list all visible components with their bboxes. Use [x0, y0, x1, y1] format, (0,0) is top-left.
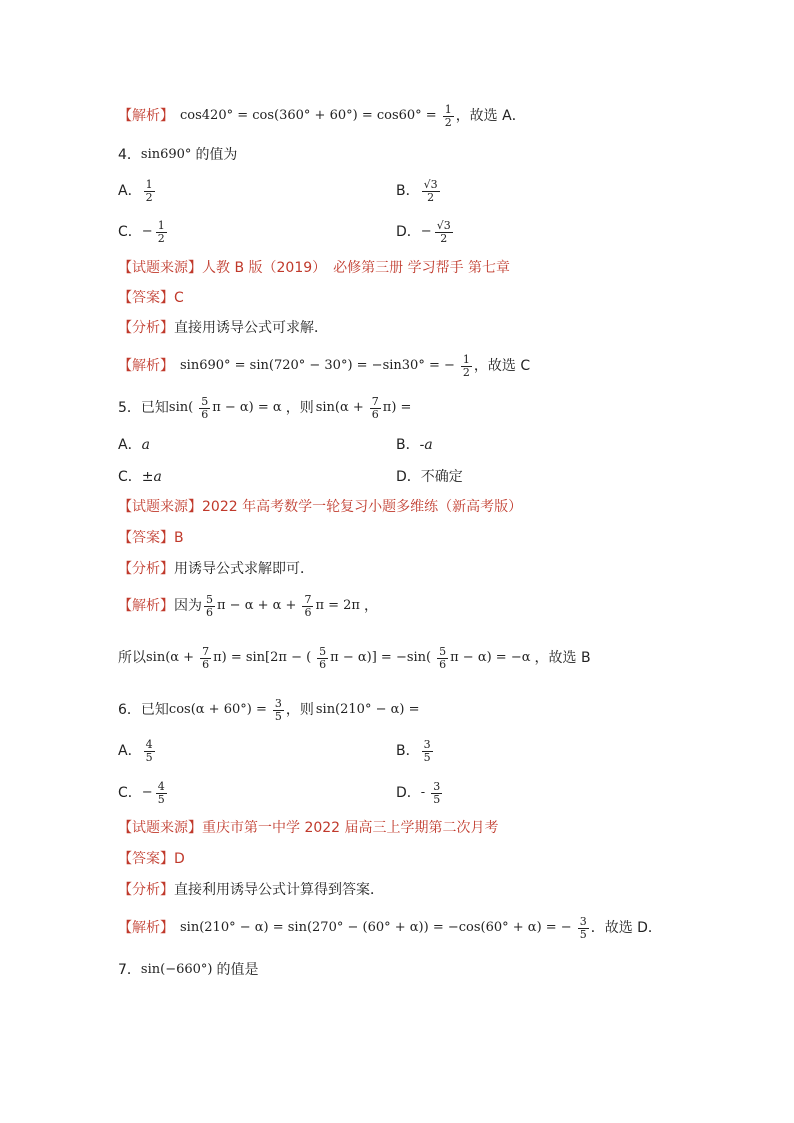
- q5-line2-math-d: π − α) = −α: [450, 650, 531, 665]
- option-fraction: [156, 781, 167, 806]
- q5-option-b: [396, 435, 433, 455]
- option-sign: -: [420, 785, 426, 800]
- q6-stem-math-b: sin(210° − α) =: [315, 702, 420, 717]
- fraction-numerator: 1: [444, 102, 452, 116]
- q5-stem-fraction-1: [199, 396, 210, 421]
- fraction-numerator: 1: [157, 218, 165, 232]
- q6-stem-mid: ，则: [285, 702, 314, 718]
- source-label: 【试题来源】: [118, 260, 202, 276]
- q5-line2-math-c: π − α)] = −sin(: [330, 650, 432, 665]
- option-label: A．: [118, 743, 142, 759]
- q5-analysis: [118, 559, 314, 579]
- fraction-denominator: 5: [274, 709, 282, 723]
- option-sign: −: [141, 224, 153, 239]
- q4-option-b: [396, 177, 442, 204]
- fraction-numerator: 5: [201, 394, 209, 408]
- fraction-denominator: 5: [579, 927, 587, 941]
- fraction-denominator: 2: [444, 115, 452, 129]
- analysis-label: 【分析】: [118, 320, 174, 336]
- option-fraction: [156, 220, 167, 245]
- fraction-numerator: 3: [579, 914, 587, 928]
- option-value: ±a: [141, 469, 162, 485]
- q5-stem-fraction-2: [370, 396, 381, 421]
- fraction-numerator: √3: [436, 218, 451, 232]
- q6-analysis: [118, 880, 384, 900]
- q7-stem-text: 的值是: [216, 962, 259, 978]
- fraction-denominator: 2: [462, 365, 470, 379]
- fraction-denominator: 5: [423, 750, 431, 764]
- q4-source: [118, 258, 510, 278]
- q4-answer: [118, 288, 184, 308]
- q6-source-text: 重庆市第一中学 2022 届高三上学期第二次月考: [202, 820, 499, 836]
- option-label: B．: [396, 183, 420, 199]
- q5-line2-fraction-2: [317, 646, 328, 671]
- q5-number: 5．: [118, 400, 141, 416]
- q4-option-d: [396, 218, 455, 245]
- fraction-denominator: 5: [157, 792, 165, 806]
- option-label: C．: [118, 785, 142, 801]
- q5-jiexi-fraction-2: [302, 594, 313, 619]
- q4-stem-math: sin690°: [140, 147, 192, 162]
- q5-stem-math-c: sin(α +: [315, 400, 364, 415]
- fraction-numerator: 3: [274, 696, 282, 710]
- fraction-numerator: 1: [462, 352, 470, 366]
- jiexi-label: 【解析】: [118, 108, 174, 124]
- q4-source-text: 人教 B 版（2019） 必修第三册 学习帮手 第七章: [202, 260, 511, 276]
- q4-stem: [118, 145, 237, 165]
- fraction-denominator: 6: [439, 657, 447, 671]
- fraction-denominator: 6: [206, 605, 213, 619]
- option-sign: −: [420, 224, 432, 239]
- fraction-numerator: 5: [319, 644, 327, 658]
- q5-jiexi-line: [118, 592, 378, 619]
- fraction-denominator: 6: [202, 657, 210, 671]
- fraction-denominator: 6: [319, 657, 327, 671]
- q6-answer: [118, 849, 185, 869]
- option-label: B．: [396, 743, 420, 759]
- option-label: A．: [118, 183, 142, 199]
- fraction-numerator: 7: [304, 592, 312, 606]
- option-value: -a: [419, 437, 433, 453]
- option-fraction: [422, 739, 433, 764]
- q5-stem-math-a: sin(: [168, 400, 194, 415]
- q3-jiexi-tail: ，故选 A．: [455, 108, 526, 124]
- fraction-denominator: 6: [304, 605, 312, 619]
- option-sign: −: [141, 785, 153, 800]
- q6-jiexi-line: [118, 914, 662, 941]
- q6-answer-value: D: [174, 851, 185, 867]
- option-fraction: [144, 739, 155, 764]
- fraction-numerator: 5: [206, 592, 213, 606]
- jiexi-label: 【解析】: [118, 920, 174, 936]
- fraction-denominator: 2: [427, 190, 435, 204]
- source-label: 【试题来源】: [118, 499, 202, 515]
- q3-jiexi-line: [118, 102, 526, 129]
- q5-line2-pre: 所以: [118, 650, 146, 666]
- option-fraction: [144, 179, 155, 204]
- q6-option-c: [118, 779, 169, 806]
- fraction-denominator: 2: [145, 190, 153, 204]
- q4-jiexi-tail: ，故选 C: [473, 358, 531, 374]
- option-label: A．: [118, 437, 142, 453]
- fraction-numerator: 7: [202, 644, 210, 658]
- analysis-label: 【分析】: [118, 882, 174, 898]
- q5-jiexi-comma: ，: [363, 598, 378, 614]
- fraction-denominator: 2: [440, 231, 448, 245]
- jiexi-label: 【解析】: [118, 358, 174, 374]
- q5-answer-value: B: [174, 530, 184, 546]
- option-fraction: [435, 220, 453, 245]
- q5-line2-tail: ，故选 B: [534, 650, 591, 666]
- q5-source-text: 2022 年高考数学一轮复习小题多维练（新高考版）: [202, 499, 523, 515]
- fraction-denominator: 5: [433, 792, 441, 806]
- q6-jiexi-tail: ．故选 D．: [590, 920, 662, 936]
- q4-answer-value: C: [174, 290, 184, 306]
- q6-option-a: [118, 737, 157, 764]
- q4-stem-text: 的值为: [195, 147, 238, 163]
- q6-stem-fraction: [273, 698, 284, 723]
- q5-answer: [118, 528, 184, 548]
- option-label: D．: [396, 224, 421, 240]
- q5-stem-math-d: π) =: [382, 400, 412, 415]
- fraction-numerator: 4: [145, 737, 153, 751]
- option-label: B．: [396, 437, 420, 453]
- option-label: D．: [396, 785, 421, 801]
- fraction-numerator: 3: [433, 779, 441, 793]
- q6-analysis-text: 直接利用诱导公式计算得到答案．: [174, 882, 384, 898]
- source-label: 【试题来源】: [118, 820, 202, 836]
- q4-number: 4．: [118, 147, 141, 163]
- option-value: a: [141, 437, 150, 453]
- q7-stem-math: sin(−660°): [140, 962, 213, 977]
- q5-stem: [118, 394, 415, 421]
- q5-jiexi-line-2: [118, 644, 591, 671]
- q4-option-c: [118, 218, 169, 245]
- answer-label: 【答案】: [118, 530, 174, 546]
- q5-stem-pre: 已知: [140, 400, 169, 416]
- fraction-numerator: 4: [157, 779, 165, 793]
- option-fraction: [431, 781, 442, 806]
- q5-jiexi-pre: 因为: [174, 598, 202, 614]
- q5-source: [118, 497, 522, 517]
- q6-option-d: [396, 779, 444, 806]
- q4-analysis: [118, 318, 328, 338]
- fraction-denominator: 5: [145, 750, 153, 764]
- q6-stem-math-a: cos(α + 60°) =: [168, 702, 267, 717]
- q6-jiexi-fraction: [578, 916, 589, 941]
- q5-stem-math-b: π − α) = α: [212, 400, 282, 415]
- q4-analysis-text: 直接用诱导公式可求解．: [174, 320, 328, 336]
- fraction-numerator: 1: [145, 177, 153, 191]
- fraction-numerator: 3: [423, 737, 431, 751]
- q5-line2-fraction-1: [200, 646, 211, 671]
- analysis-label: 【分析】: [118, 561, 174, 577]
- q5-jiexi-math-a: π − α + α +: [217, 598, 297, 613]
- q7-stem: [118, 960, 258, 980]
- q6-stem-pre: 已知: [140, 702, 169, 718]
- fraction-numerator: √3: [423, 177, 438, 191]
- q4-option-a: [118, 177, 157, 204]
- q6-number: 6．: [118, 702, 141, 718]
- q4-jiexi-fraction: [461, 354, 472, 379]
- answer-label: 【答案】: [118, 851, 174, 867]
- option-label: D．: [396, 469, 421, 485]
- option-fraction: [422, 179, 440, 204]
- answer-label: 【答案】: [118, 290, 174, 306]
- q5-jiexi-fraction-1: [204, 594, 215, 619]
- jiexi-label: 【解析】: [118, 598, 174, 614]
- option-value: 不确定: [420, 469, 463, 485]
- q5-option-d: [396, 467, 463, 487]
- option-label: C．: [118, 224, 142, 240]
- q4-jiexi-math: sin690° = sin(720° − 30°) = −sin30° = −: [180, 358, 455, 373]
- q7-number: 7．: [118, 962, 141, 978]
- q4-jiexi-line: [118, 352, 531, 379]
- q6-option-b: [396, 737, 435, 764]
- q5-jiexi-math-b: π = 2π: [315, 598, 360, 613]
- option-label: C．: [118, 469, 142, 485]
- q5-line2-math-a: sin(α +: [146, 650, 195, 665]
- q6-stem: [118, 696, 423, 723]
- fraction-denominator: 6: [371, 407, 379, 421]
- fraction-denominator: 2: [157, 231, 165, 245]
- q5-option-a: [118, 435, 150, 455]
- q5-stem-mid: ，则: [285, 400, 314, 416]
- q3-jiexi-fraction: [443, 104, 454, 129]
- q3-jiexi-math: cos420° = cos(360° + 60°) = cos60° =: [180, 108, 437, 123]
- q6-jiexi-math: sin(210° − α) = sin(270° − (60° + α)) = −cos(60° + α) = −: [180, 920, 572, 935]
- q5-option-c: [118, 467, 162, 487]
- q5-line2-math-b: π) = sin[2π − (: [213, 650, 312, 665]
- fraction-denominator: 6: [201, 407, 209, 421]
- fraction-numerator: 5: [439, 644, 447, 658]
- q5-line2-fraction-3: [437, 646, 448, 671]
- q5-analysis-text: 用诱导公式求解即可．: [174, 561, 314, 577]
- q6-source: [118, 818, 499, 838]
- fraction-numerator: 7: [371, 394, 379, 408]
